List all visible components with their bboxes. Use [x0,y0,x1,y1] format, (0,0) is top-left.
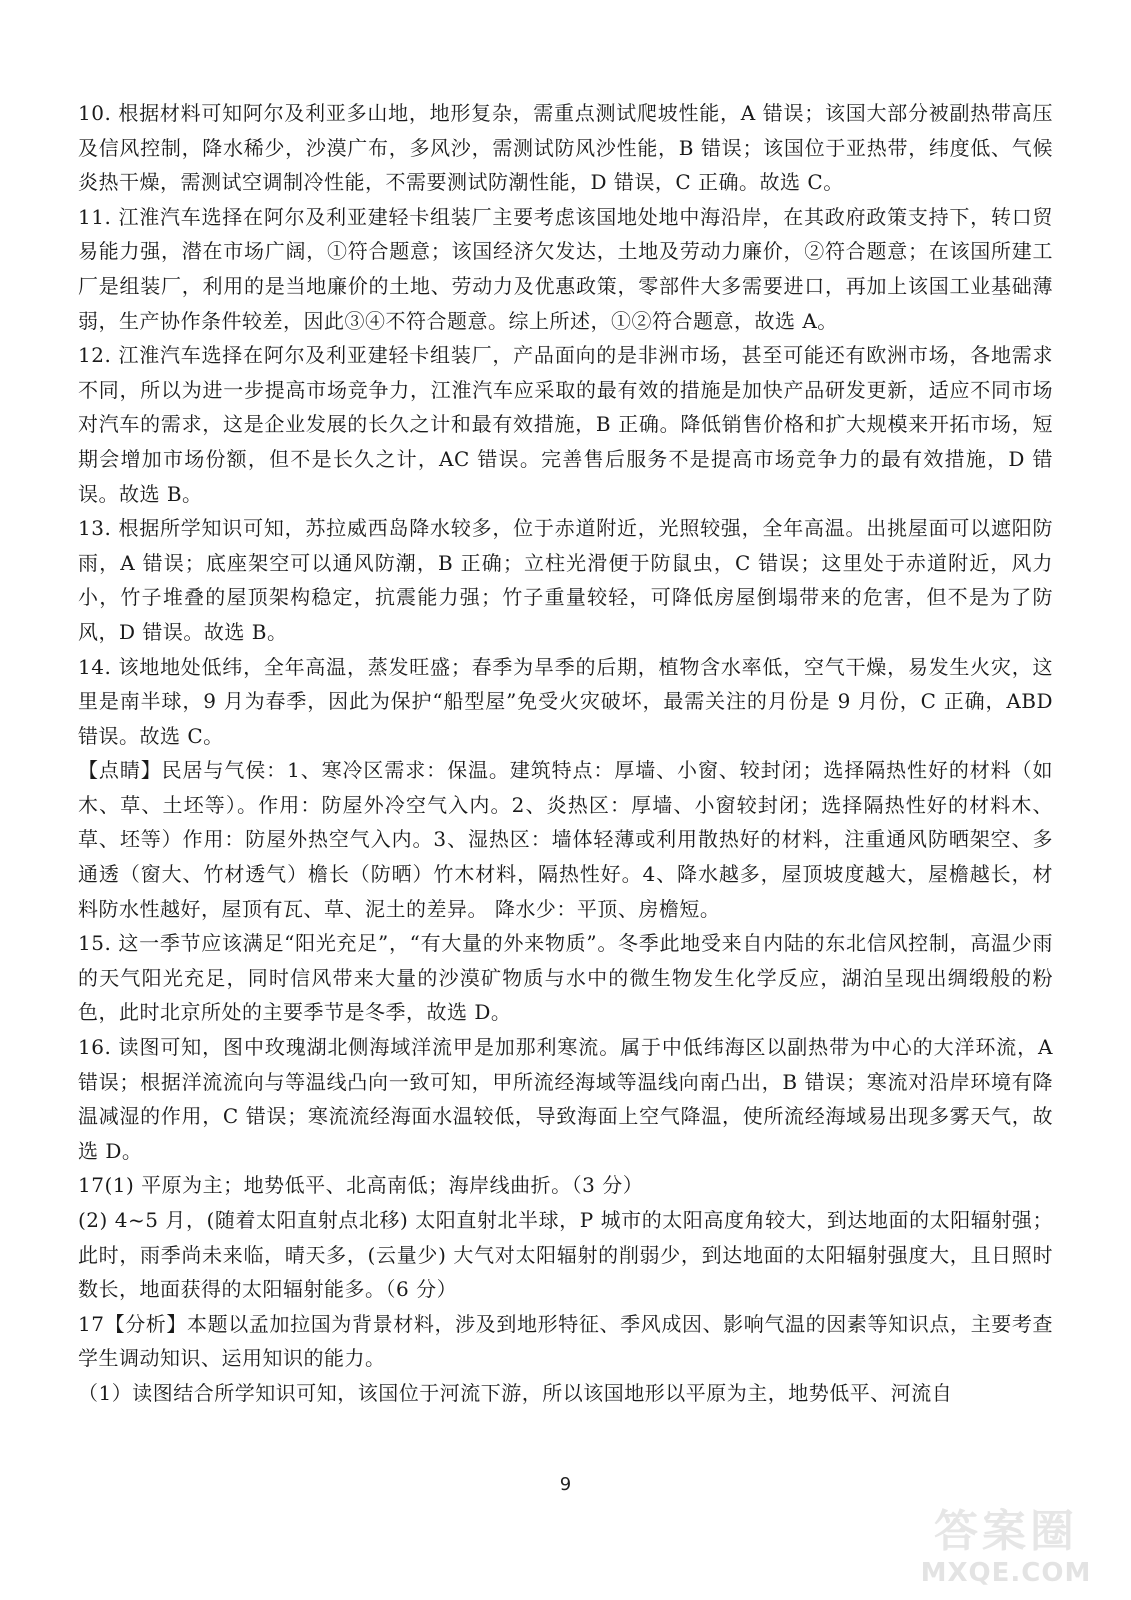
answer-13: 13. 根据所学知识可知，苏拉威西岛降水较多，位于赤道附近，光照较强，全年高温。出挑屋面可以遮阳防雨，A 错误；底座架空可以通风防潮，B 正确；立柱光滑便于防鼠虫，C 错误；这里处于赤道附近，风力小，竹子堆叠的屋顶架构稳定，抗震能力强；竹子重量较轻，可降低房屋倒塌带来的危害，但不是为了防风，D 错误。故选 B。 [78,516,1053,644]
answer-11: 11. 江淮汽车选择在阿尔及利亚建轻卡组装厂主要考虑该国地处地中海沿岸，在其政府政策支持下，转口贸易能力强，潜在市场广阔，①符合题意；该国经济欠发达，土地及劳动力廉价，②符合题意；在该国所建工厂是组装厂，利用的是当地廉价的土地、劳动力及优惠政策，零部件大多需要进口，再加上该国工业基础薄弱，生产协作条件较差，因此③④不符合题意。综上所述，①②符合题意，故选 A。 [78,204,1053,333]
watermark-logo: 答案圈 [934,1506,1078,1557]
watermark-url: MXQE.COM [920,1558,1092,1588]
key-point-note: 【点睛】民居与气侯：1、寒冷区需求：保温。建筑特点：厚墙、小窗、较封闭；选择隔热性好的材料（如木、草、土坯等）。作用：防屋外冷空气入内。2、炎热区：厚墙、小窗较封闭；选择隔热性好的材料木、草、坯等）作用：防屋外热空气入内。3、湿热区：墙体轻薄或利用散热好的材料，注重通风防晒架空、多通透（窗大、竹材透气）檐长（防晒）竹木材料，隔热性好。4、降水越多，屋顶坡度越大，屋檐越长，材料防水性越好，屋顶有瓦、草、泥土的差异。 降水少：平顶、房檐短。 [78,758,1053,921]
answer-17-part-2: (2) 4~5 月，(随着太阳直射点北移) 太阳直射北半球，P 城市的太阳高度角较大，到达地面的太阳辐射强；此时，雨季尚未来临，晴天多，(云量少) 大气对太阳辐射的削弱少，到达地面的太阳辐射强度大，且日照时数长，地面获得的太阳辐射能多。（6 分） [78,1208,1053,1302]
answer-10: 10. 根据材料可知阿尔及利亚多山地，地形复杂，需重点测试爬坡性能，A 错误；该国大部分被副热带高压及信风控制，降水稀少，沙漠广布，多风沙，需测试防风沙性能，B 错误；该国位于亚热带，纬度低、气候炎热干燥，需测试空调制冷性能，不需要测试防潮性能，D 错误，C 正确。故选 C。 [78,101,1053,195]
answer-17-analysis: 17【分析】本题以孟加拉国为背景材料，涉及到地形特征、季风成因、影响气温的因素等知识点，主要考查学生调动知识、运用知识的能力。 [78,1311,1053,1371]
document-body [78,96,1053,1411]
answer-14: 14. 该地地处低纬，全年高温，蒸发旺盛；春季为旱季的后期，植物含水率低，空气干燥，易发生火灾，这里是南半球，9 月为春季，因此为保护“船型屋”免受火灾破坏，最需关注的月份是 9 月份，C 正确，ABD 错误。故选 C。 [78,654,1053,748]
answer-12: 12. 江淮汽车选择在阿尔及利亚建轻卡组装厂，产品面向的是非洲市场，甚至可能还有欧洲市场，各地需求不同，所以为进一步提高市场竞争力，江淮汽车应采取的最有效的措施是加快产品研发更新，适应不同市场对汽车的需求，这是企业发展的长久之计和最有效措施，B 正确。降低销售价格和扩大规模来开拓市场，短期会增加市场份额，但不是长久之计，AC 错误。完善售后服务不是提高市场竞争力的最有效措施，D 错误。故选 B。 [78,343,1053,506]
answer-15: 15. 这一季节应该满足“阳光充足”，“有大量的外来物质”。冬季此地受来自内陆的东北信风控制，高温少雨的天气阳光充足，同时信风带来大量的沙漠矿物质与水中的微生物发生化学反应，湖泊呈现出绸缎般的粉色，此时北京所处的主要季节是冬季，故选 D。 [78,931,1053,1025]
answer-17-part-1: 17(1) 平原为主；地势低平、北高南低；海岸线曲折。（3 分） [78,1173,644,1198]
answer-17-analysis-part-1: （1）读图结合所学知识可知，该国位于河流下游，所以该国地形以平原为主，地势低平、河流自 [78,1380,953,1405]
page-number: 9 [559,1474,572,1495]
answer-16: 16. 读图可知，图中玫瑰湖北侧海域洋流甲是加那利寒流。属于中低纬海区以副热带为中心的大洋环流，A 错误；根据洋流流向与等温线凸向一致可知，甲所流经海域等温线向南凸出，B 错误；寒流对沿岸环境有降温减湿的作用，C 错误；寒流流经海面水温较低，导致海面上空气降温，使所流经海域易出现多雾天气，故选 D。 [78,1035,1053,1163]
watermark [911,1502,1101,1592]
